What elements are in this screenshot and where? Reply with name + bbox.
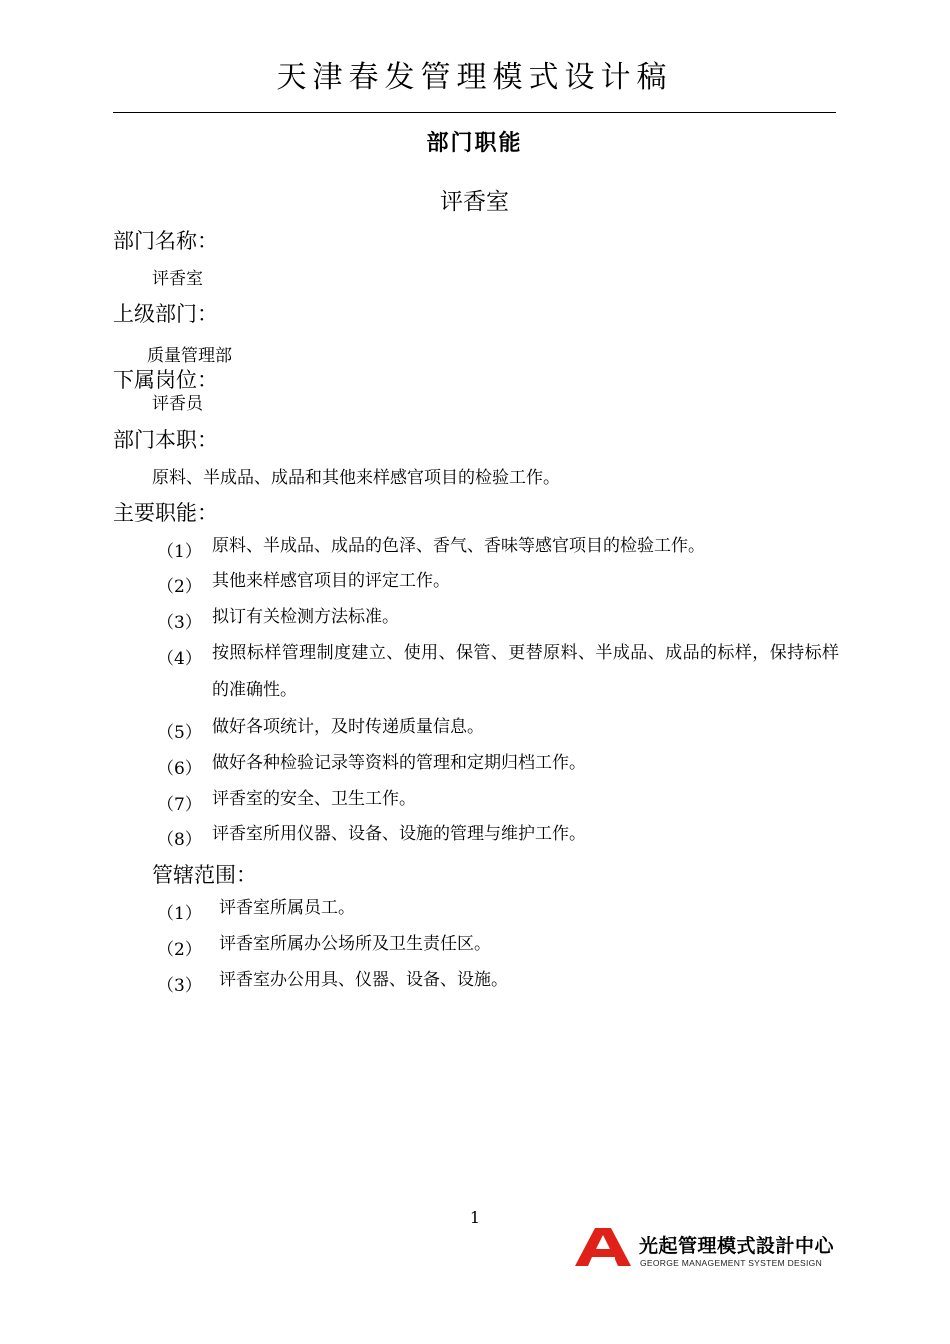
page-number: 1 — [469, 1208, 481, 1227]
document-title: 部门职能 — [426, 131, 523, 156]
scope-item-text: 评香室所属员工。 — [219, 898, 355, 918]
function-item-number: （8） — [157, 830, 202, 850]
scope-item-number: （2） — [157, 940, 202, 960]
logo-english-name: GEORGE MANAGEMENT SYSTEM DESIGN — [640, 1258, 823, 1268]
dept-name-heading: 部门名称： — [113, 229, 218, 253]
functions-heading: 主要职能： — [113, 501, 218, 525]
function-item-text: 其他来样感官项目的评定工作。 — [212, 571, 450, 591]
company-logo — [573, 1227, 839, 1271]
sub-positions-heading: 下属岗位： — [113, 368, 218, 392]
function-item-text: 做好各项统计，及时传递质量信息。 — [212, 717, 484, 737]
logo-chinese-name: 光起管理模式設計中心 — [639, 1235, 835, 1257]
duty-value: 原料、半成品、成品和其他来样感官项目的检验工作。 — [152, 468, 560, 488]
scope-item-number: （3） — [157, 976, 202, 996]
scope-item-number: （1） — [157, 904, 202, 924]
function-item-text: 做好各种检验记录等资料的管理和定期归档工作。 — [212, 753, 586, 773]
function-item-number: （4） — [157, 649, 202, 669]
logo-a-mark-icon — [573, 1227, 633, 1267]
function-item-number: （2） — [157, 577, 202, 597]
function-item-number: （3） — [157, 613, 202, 633]
scope-heading: 管辖范围： — [152, 863, 257, 887]
function-item-number: （1） — [157, 542, 202, 562]
function-item-text: 拟订有关检测方法标准。 — [212, 607, 399, 627]
parent-dept-heading: 上级部门： — [113, 302, 218, 326]
scope-item-text: 评香室所属办公场所及卫生责任区。 — [219, 934, 491, 954]
parent-dept-value: 质量管理部 — [147, 346, 232, 366]
page-header-title: 天津春发管理模式设计稿 — [276, 60, 673, 95]
sub-positions-value: 评香员 — [152, 394, 203, 414]
function-item-number: （6） — [157, 759, 202, 779]
function-item-number: （5） — [157, 723, 202, 743]
function-item-text: 按照标样管理制度建立、使用、保管、更替原料、半成品、成品的标样，保持标样的准确性。 — [212, 643, 839, 700]
header-divider — [113, 112, 836, 113]
scope-item-text: 评香室办公用具、仪器、设备、设施。 — [219, 970, 508, 990]
function-item-number: （7） — [157, 795, 202, 815]
function-item-text: 原料、半成品、成品的色泽、香气、香味等感官项目的检验工作。 — [212, 536, 705, 556]
dept-name-value: 评香室 — [152, 269, 203, 289]
document-subtitle: 评香室 — [440, 189, 509, 215]
function-item-text: 评香室的安全、卫生工作。 — [212, 789, 416, 809]
function-item-text: 评香室所用仪器、设备、设施的管理与维护工作。 — [212, 824, 586, 844]
duty-heading: 部门本职： — [113, 428, 218, 452]
